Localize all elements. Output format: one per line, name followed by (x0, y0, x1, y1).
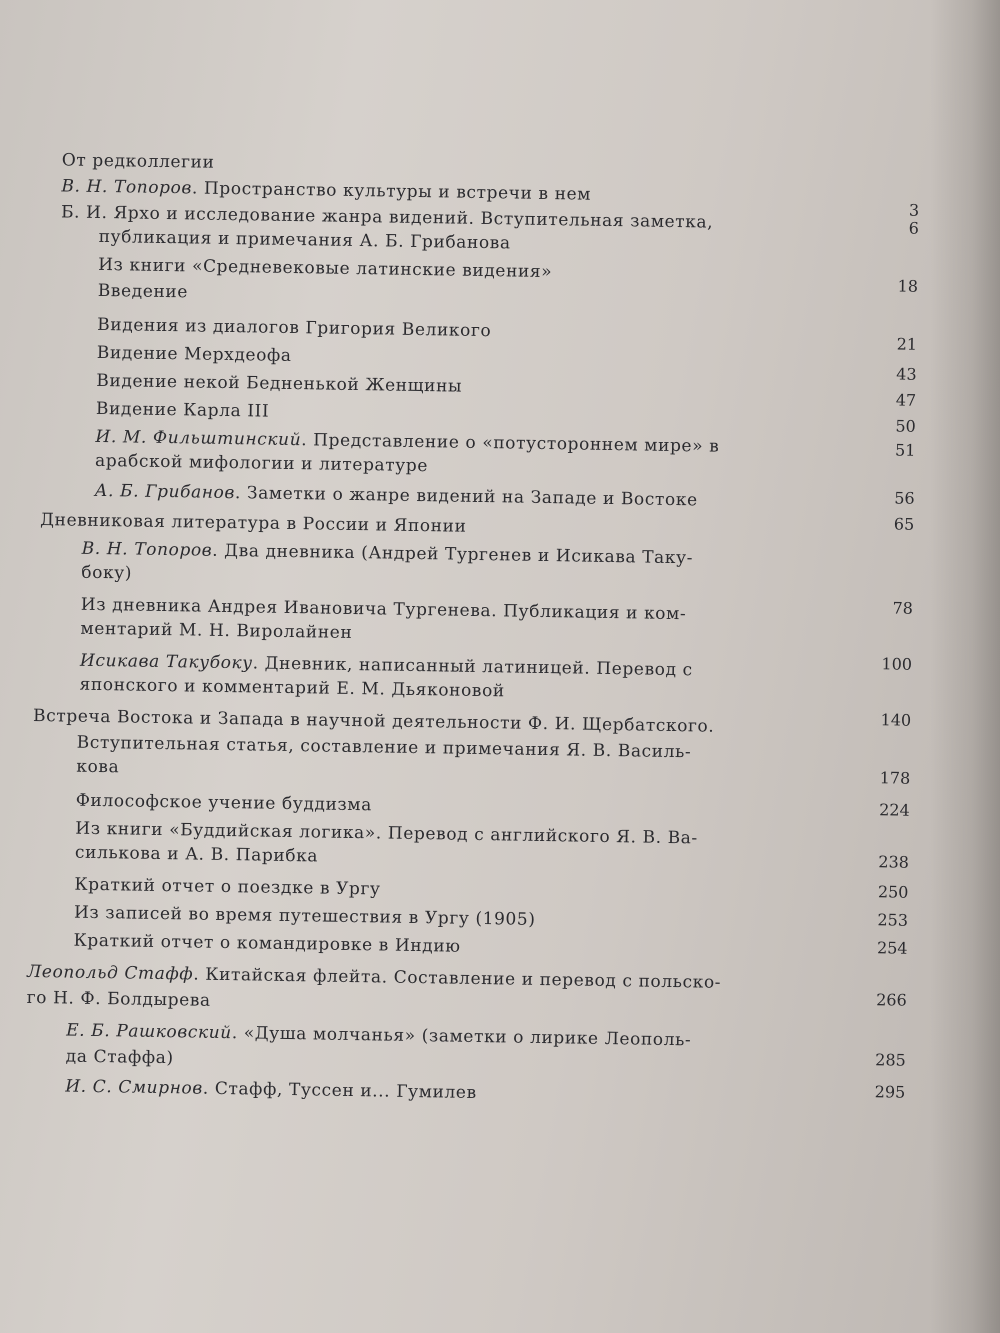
toc-entry (26, 1020, 906, 1070)
toc-entry (30, 790, 910, 820)
toc-line: Вступительная статья, составление и примечания Я. В. Василь- (76, 732, 692, 763)
toc-entry (31, 705, 912, 737)
toc-line: Из дневника Андрея Ивановича Тургенева. Публикация и ком- (80, 594, 687, 625)
toc-entry (28, 930, 908, 958)
toc-entry (32, 650, 913, 702)
page-number: 18 (897, 276, 919, 296)
toc-line: Дневниковая литература в России и Японии (40, 510, 467, 537)
toc-entry (26, 961, 907, 1011)
toc-line: Встреча Востока и Запада в научной деятельности Ф. И. Щербатского. (32, 705, 715, 737)
toc-line: Из книги «Средневековые латинские видения» (98, 254, 553, 283)
toc-line: Философское учение буддизма (75, 790, 373, 816)
page-number: 224 (879, 800, 910, 820)
page-number: 3 (908, 200, 920, 220)
toc-entry (30, 818, 910, 872)
toc-line: да Стаффа) (65, 1046, 174, 1069)
page-number: 6 (908, 218, 920, 238)
toc-line: Леопольд Стафф. Китайская флейта. Составление и перевод с польско- (26, 961, 722, 993)
page-number: 43 (896, 364, 917, 384)
toc-line: Видение Карла III (95, 398, 270, 422)
toc-line: А. Б. Грибанов. Заметки о жанре видений на Западе и Востоке (94, 480, 698, 511)
toc-line: силькова и А. В. Парибка (74, 842, 319, 867)
toc-line: ментарий М. Н. Виролайнен (80, 618, 353, 643)
page-number: 47 (895, 390, 917, 410)
page-number: 78 (892, 598, 914, 618)
page-number: 266 (876, 990, 907, 1010)
toc-author: Леопольд Стафф (26, 961, 194, 985)
page-number: 56 (894, 488, 915, 508)
page-number: 250 (877, 882, 909, 902)
toc-entry (36, 426, 916, 477)
toc-author: И. С. Смирнов (65, 1076, 203, 1099)
toc-line: го Н. Ф. Болдырева (26, 987, 211, 1011)
page-edge-shadow (930, 0, 1000, 1333)
toc-author: Е. Б. Рашковский (66, 1020, 232, 1044)
toc-entry (25, 1076, 906, 1103)
toc-line: японского и комментарий Е. М. Дьяконовой (79, 674, 505, 702)
toc-entry (39, 202, 920, 254)
toc-line: Б. И. Ярхо и исследование жанра видений. Вступительная заметка, (60, 202, 714, 233)
toc-line: Е. Б. Рашковский. «Душа молчанья» (заметки о лирике Леополь- (66, 1020, 692, 1051)
toc-line: Видение Мерхдеофа (96, 342, 292, 366)
toc-entry (36, 398, 916, 436)
toc-line: Видение некой Бедненькой Женщины (96, 370, 463, 397)
toc-author: В. Н. Топоров (61, 176, 193, 199)
toc-entry (40, 150, 920, 173)
toc-line: В. Н. Топоров. Пространство культуры и встречи в нем (61, 176, 592, 205)
toc-entry (31, 732, 911, 788)
toc-entry (34, 510, 915, 537)
toc-line: И. С. Смирнов. Стафф, Туссен и... Гумилев (65, 1076, 477, 1103)
page-number: 65 (893, 514, 915, 534)
table-of-contents (26, 150, 920, 1103)
toc-line: публикация и примечания А. Б. Грибанова (98, 226, 511, 254)
toc-line: Краткий отчет о поездке в Ургу (74, 874, 381, 900)
toc-line: Введение (97, 280, 189, 303)
toc-line: Видения из диалогов Григория Великого (97, 314, 492, 342)
page-number: 21 (896, 334, 918, 354)
toc-line: В. Н. Топоров. Два дневника (Андрей Тургенев и Исикава Таку- (81, 538, 694, 569)
toc-line: Краткий отчет о командировке в Индию (73, 930, 461, 957)
toc-author: И. М. Фильштинский (95, 426, 302, 451)
page-number: 100 (881, 654, 913, 674)
page-number: 254 (876, 938, 908, 958)
toc-entry (28, 902, 909, 930)
page-number: 285 (875, 1050, 906, 1070)
page-number: 50 (895, 416, 916, 436)
toc-entry (33, 594, 914, 643)
toc-author: Исикава Такубоку (79, 650, 253, 674)
page-number: 253 (877, 910, 909, 930)
toc-author: В. Н. Топоров (81, 538, 213, 561)
page-number: 295 (874, 1082, 906, 1102)
toc-entry (29, 874, 909, 902)
toc-entry (34, 538, 914, 584)
page-number: 178 (879, 768, 911, 788)
page-number: 51 (894, 440, 916, 460)
toc-line: боку) (81, 562, 133, 584)
page-number: 140 (880, 710, 912, 730)
toc-line: Исикава Такубоку. Дневник, написанный латиницей. Перевод с (79, 650, 693, 681)
toc-line: И. М. Фильштинский. Представление о «потустороннем мире» в (95, 426, 720, 457)
toc-line: Из записей во время путешествия в Ургу (1905) (73, 902, 536, 930)
toc-line: арабской мифологии и литературе (94, 450, 429, 477)
toc-author: А. Б. Грибанов (94, 480, 236, 504)
toc-line: кова (76, 756, 120, 778)
toc-line: От редколлегии (61, 150, 215, 173)
toc-line: Из книги «Буддийская логика». Перевод с английского Я. В. Ва- (75, 818, 699, 849)
toc-entry (35, 480, 915, 511)
page-number: 238 (878, 852, 910, 872)
toc-entry (38, 280, 918, 303)
